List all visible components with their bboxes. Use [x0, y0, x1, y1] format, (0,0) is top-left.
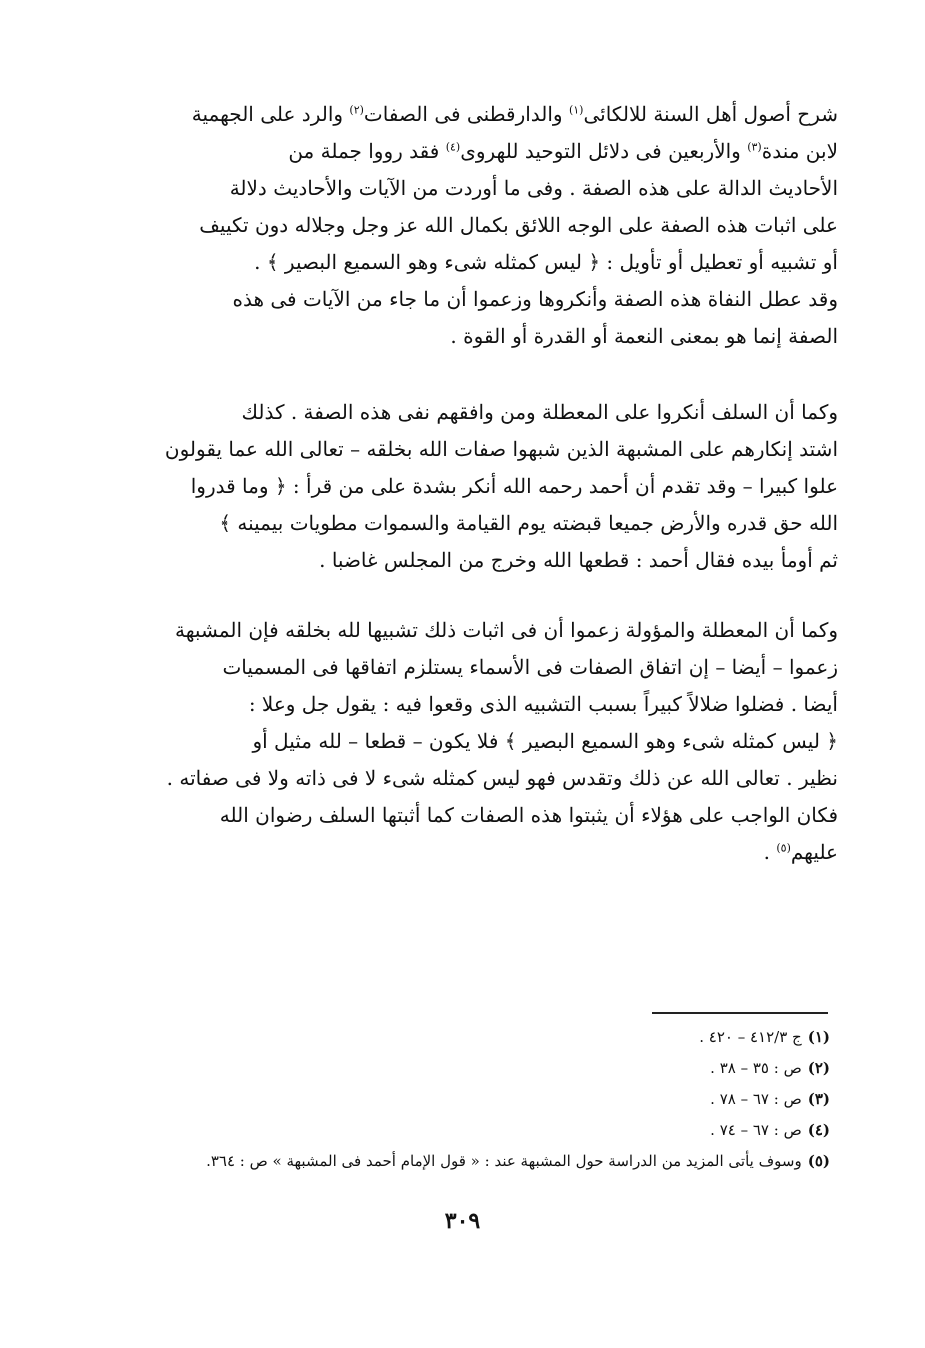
text-line: الصفة إنما هو بمعنى النعمة أو القدرة أو القوة . [450, 324, 838, 348]
page-number: ٣٠٩ [444, 1208, 481, 1234]
text-line: اشتد إنكارهم على المشبهة الذين شبهوا صفات الله بخلقه – تعالى الله عما يقولون [164, 437, 838, 461]
footnote-ref[interactable]: (٢) [349, 103, 364, 117]
paragraph-1 [130, 96, 838, 355]
footnote-text: ص : ٦٧ – ٧٨ . [710, 1090, 802, 1108]
text-line: زعموا – أيضا – إن اتفاق الصفات فى الأسماء يستلزم اتفاقها فى المسميات [222, 655, 838, 679]
paragraph-2 [130, 394, 838, 579]
footnote-separator [652, 1012, 828, 1014]
footnote-item [120, 1022, 830, 1053]
footnote-ref[interactable]: (١) [568, 103, 584, 117]
footnote-ref[interactable]: (٥) [776, 841, 791, 855]
text-line: فكان الواجب على هؤلاء أن يثبتوا هذه الصفات كما أثبتها السلف رضوان الله [219, 803, 838, 827]
footnote-text: ص : ٣٥ – ٣٨ . [710, 1059, 802, 1077]
footnote-text: ج ٤١٢/٣ – ٤٢٠ . [699, 1028, 802, 1046]
text-line: على اثبات هذه الصفة على الوجه اللائق بكمال الله عز وجل وجلاله دون تكييف [199, 213, 838, 237]
text-line: ثم أومأ بيده فقال أحمد : قطعها الله وخرج من المجلس غاضبا . [319, 548, 838, 572]
text-line: شرح أصول أهل السنة للالكائى$^{(١)}$ والدارقطنى فى الصفات$^{(٢)}$ والرد على الجهمية [191, 102, 838, 126]
text-line: عليهم$^{(٥)}$ . [763, 840, 838, 864]
footnote-number: (٤) [807, 1121, 830, 1139]
text-line: أو تشبيه أو تعطيل أو تأويل : ﴿ ليس كمثله شىء وهو السميع البصير ﴾ . [254, 250, 838, 274]
footnote-item [120, 1084, 830, 1115]
footnote-text: ص : ٦٧ – ٧٤ . [710, 1121, 802, 1139]
footnote-number: (٣) [807, 1090, 830, 1108]
footnote-item [120, 1053, 830, 1084]
paragraph-3 [130, 612, 838, 871]
text-line: لابن مندة$^{(٣)}$ والأربعين فى دلائل التوحيد للهروى$^{(٤)}$ فقد رووا جملة من [288, 139, 838, 163]
text-line: وكما أن المعطلة والمؤولة زعموا أن فى اثبات ذلك تشبيها لله بخلقه فإن المشبهة [174, 618, 838, 642]
text-line: ﴿ ليس كمثله شىء وهو السميع البصير ﴾ فلا يكون – قطعا – لله مثيل أو [252, 729, 838, 753]
footnote-number: (٢) [807, 1059, 830, 1077]
text-line: وكما أن السلف أنكروا على المعطلة ومن وافقهم نفى هذه الصفة . كذلك [241, 400, 838, 424]
footnotes [120, 1022, 830, 1177]
text-line: وقد عطل النفاة هذه الصفة وأنكروها وزعموا أن ما جاء من الآيات فى هذه [232, 287, 838, 311]
footnote-item [120, 1115, 830, 1146]
footnote-item [120, 1146, 830, 1177]
text-line: نظير . تعالى الله عن ذلك وتقدس فهو ليس كمثله شىء لا فى ذاته ولا فى صفاته . [166, 766, 838, 790]
footnote-number: (١) [807, 1028, 830, 1046]
text-line: الأحاديث الدالة على هذه الصفة . وفى ما أوردت من الآيات والأحاديث دلالة [229, 176, 838, 200]
footnote-ref[interactable]: (٣) [747, 140, 762, 154]
footnote-ref[interactable]: (٤) [445, 140, 461, 154]
text-line: أيضا . فضلوا ضلالاً كبيراً بسبب التشبيه الذى وقعوا فيه : يقول جل وعلا : [248, 692, 838, 716]
footnote-text: وسوف يأتى المزيد من الدراسة حول المشبهة عند : « قول الإمام أحمد فى المشبهة » ص : ٣٦٤. [206, 1152, 802, 1170]
text-line: الله حق قدره والأرض جميعا قبضته يوم القيامة والسموات مطويات بيمينه ﴾ [219, 511, 838, 535]
text-line: علوا كبيرا – وقد تقدم أن أحمد رحمه الله أنكر بشدة على من قرأ : ﴿ وما قدروا [190, 474, 838, 498]
footnote-number: (٥) [807, 1152, 830, 1170]
